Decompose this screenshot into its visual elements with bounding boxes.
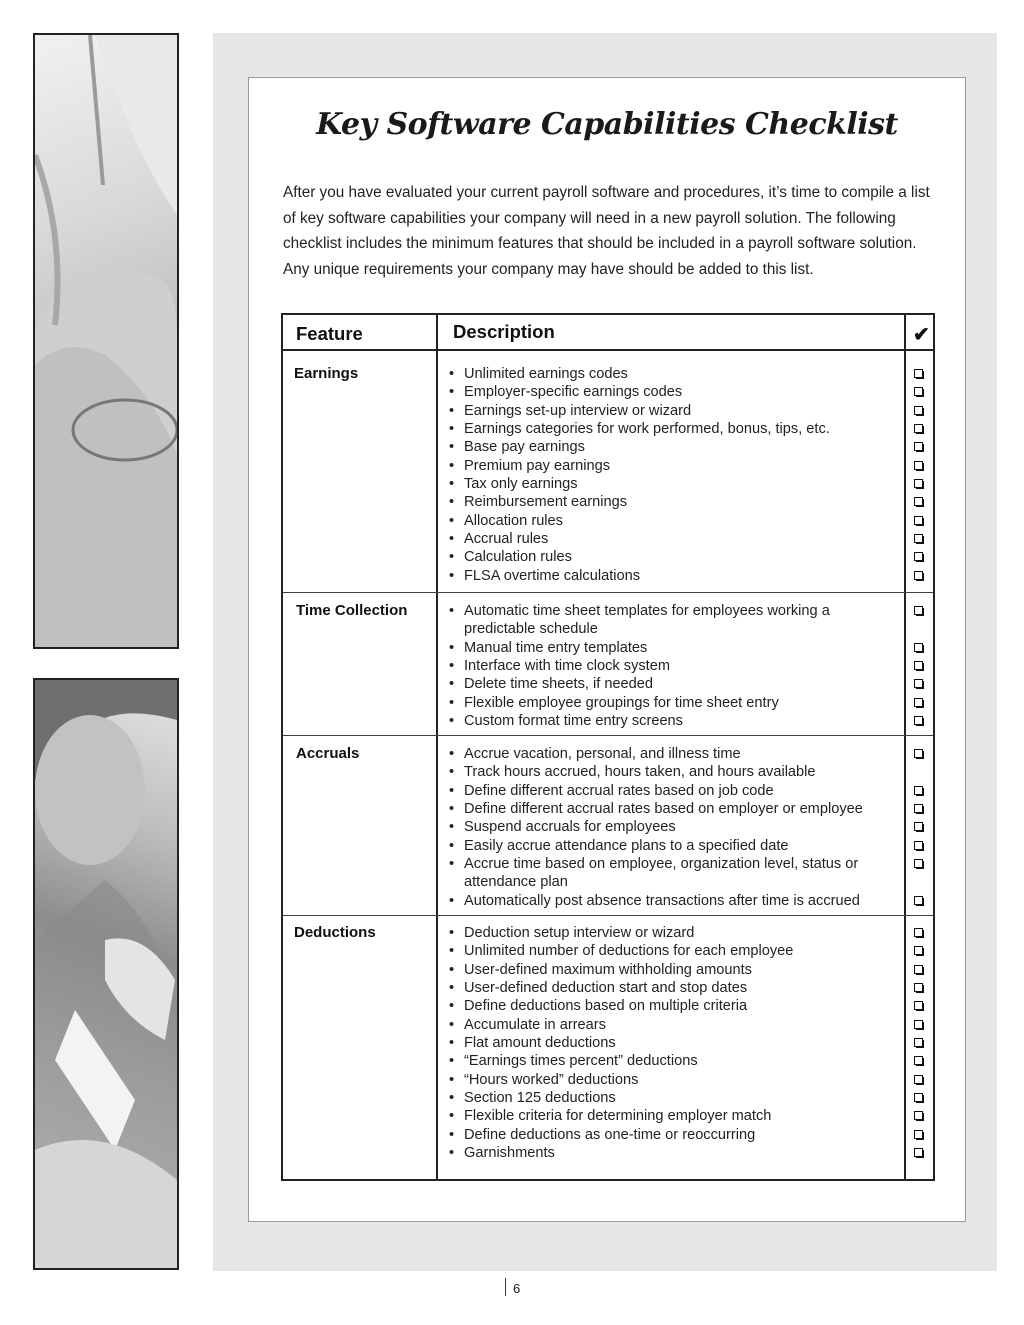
list-item: • Earnings categories for work performed, bonus, tips, etc. [446, 420, 906, 438]
list-item-continuation: predictable schedule [464, 621, 598, 638]
checkbox-icon[interactable] [914, 698, 924, 708]
checkbox-icon[interactable] [914, 479, 924, 489]
checkbox-icon[interactable] [914, 442, 924, 452]
checkbox-icon[interactable] [914, 516, 924, 526]
list-item: • Manual time entry templates [446, 639, 906, 657]
list-item: • Define different accrual rates based on employer or employee [446, 800, 906, 818]
checkbox-icon[interactable] [914, 1020, 924, 1030]
feature-time-collection: Time Collection [296, 602, 408, 619]
list-item: • Easily accrue attendance plans to a specified date [446, 837, 906, 855]
header-divider [283, 349, 933, 351]
checkbox-icon[interactable] [914, 406, 924, 416]
photo-person-with-glasses [33, 33, 179, 649]
section-divider [283, 915, 933, 916]
checkbox-icon[interactable] [914, 786, 924, 796]
checkbox-icon[interactable] [914, 841, 924, 851]
photo-person-at-work [33, 678, 179, 1270]
list-item: • “Hours worked” deductions [446, 1071, 906, 1089]
list-item: • Flexible employee groupings for time sheet entry [446, 694, 906, 712]
checkbox-icon[interactable] [914, 461, 924, 471]
column-header-check-icon: ✔ [913, 324, 930, 346]
page-footer [505, 1278, 520, 1296]
feature-accruals: Accruals [296, 745, 360, 762]
list-item: • Delete time sheets, if needed [446, 675, 906, 693]
checkbox-icon[interactable] [914, 946, 924, 956]
list-item: • Premium pay earnings [446, 457, 906, 475]
checkbox-icon[interactable] [914, 369, 924, 379]
checkbox-icon[interactable] [914, 606, 924, 616]
list-item: • Accumulate in arrears [446, 1016, 906, 1034]
list-item: • Custom format time entry screens [446, 712, 906, 730]
checkbox-icon[interactable] [914, 497, 924, 507]
list-item: • Automatic time sheet templates for employees working a [446, 602, 906, 620]
list-item-continuation: attendance plan [464, 874, 568, 891]
list-item: • Flexible criteria for determining employer match [446, 1107, 906, 1125]
intro-paragraph: After you have evaluated your current payroll software and procedures, it’s time to compile a list of key software capabilities your company will need in a new payroll solution. The following checklist includes the minimum features that should be included in a payroll software solution. Any unique requirements your company may have should be added to this list. [283, 184, 930, 278]
section-divider [283, 592, 933, 593]
checkbox-icon[interactable] [914, 822, 924, 832]
checkbox-icon[interactable] [914, 643, 924, 653]
photo-top-illustration [35, 35, 177, 647]
list-item: • Reimbursement earnings [446, 493, 906, 511]
page-number: 6 [513, 1281, 521, 1296]
list-item: • Accrue time based on employee, organization level, status or [446, 855, 906, 873]
deductions-items-list [446, 924, 906, 1162]
feature-deductions: Deductions [294, 924, 376, 941]
list-item: • Accrue vacation, personal, and illness time [446, 745, 906, 763]
checkbox-icon[interactable] [914, 965, 924, 975]
checkbox-icon[interactable] [914, 1075, 924, 1085]
checkbox-icon[interactable] [914, 928, 924, 938]
checkbox-icon[interactable] [914, 749, 924, 759]
feature-earnings: Earnings [294, 365, 359, 382]
list-item: • User-defined deduction start and stop dates [446, 979, 906, 997]
checkbox-icon[interactable] [914, 1001, 924, 1011]
column-header-description: Description [453, 321, 555, 342]
list-item: • Define deductions based on multiple criteria [446, 997, 906, 1015]
checkbox-icon[interactable] [914, 661, 924, 671]
checkbox-icon[interactable] [914, 424, 924, 434]
list-item: • Define deductions as one-time or reoccurring [446, 1126, 906, 1144]
column-header-feature: Feature [296, 323, 363, 344]
section-divider [283, 735, 933, 736]
checkbox-icon[interactable] [914, 1111, 924, 1121]
list-item: • Unlimited earnings codes [446, 365, 906, 383]
list-item: • Base pay earnings [446, 438, 906, 456]
time-collection-items-list [446, 602, 906, 730]
checkbox-icon[interactable] [914, 571, 924, 581]
list-item: • Suspend accruals for employees [446, 818, 906, 836]
list-item: • “Earnings times percent” deductions [446, 1052, 906, 1070]
checkbox-icon[interactable] [914, 534, 924, 544]
page-title: Key Software Capabilities Checklist [316, 107, 898, 142]
list-item: • Interface with time clock system [446, 657, 906, 675]
list-item: • Track hours accrued, hours taken, and hours available [449, 764, 816, 781]
list-item: • Flat amount deductions [446, 1034, 906, 1052]
checkbox-icon[interactable] [914, 552, 924, 562]
list-item: • User-defined maximum withholding amounts [446, 961, 906, 979]
list-item: • Earnings set-up interview or wizard [446, 402, 906, 420]
list-item: • Automatically post absence transactions after time is accrued [446, 892, 906, 910]
list-item: • FLSA overtime calculations [446, 567, 906, 585]
capabilities-checklist-table [281, 313, 935, 1181]
list-item: • Accrual rules [446, 530, 906, 548]
list-item: • Define different accrual rates based on job code [446, 782, 906, 800]
checkbox-icon[interactable] [914, 679, 924, 689]
checkbox-icon[interactable] [914, 804, 924, 814]
checkbox-icon[interactable] [914, 1148, 924, 1158]
checkbox-icon[interactable] [914, 1093, 924, 1103]
list-item: • Employer-specific earnings codes [446, 383, 906, 401]
checkbox-icon[interactable] [914, 387, 924, 397]
checkbox-icon[interactable] [914, 896, 924, 906]
column-divider-feature [436, 315, 438, 1179]
list-item: • Unlimited number of deductions for each employee [446, 942, 906, 960]
checkbox-icon[interactable] [914, 1038, 924, 1048]
checkbox-icon[interactable] [914, 983, 924, 993]
list-item: • Garnishments [446, 1144, 906, 1162]
checkbox-icon[interactable] [914, 859, 924, 869]
checkbox-icon[interactable] [914, 1056, 924, 1066]
photo-bottom-illustration [35, 680, 177, 1268]
checkbox-icon[interactable] [914, 716, 924, 726]
checkbox-icon[interactable] [914, 1130, 924, 1140]
accruals-items-list [446, 745, 906, 910]
earnings-items-list [446, 365, 906, 585]
list-item: • Allocation rules [446, 512, 906, 530]
list-item: • Tax only earnings [446, 475, 906, 493]
list-item: • Section 125 deductions [446, 1089, 906, 1107]
list-item: • Deduction setup interview or wizard [446, 924, 906, 942]
list-item: • Calculation rules [446, 548, 906, 566]
